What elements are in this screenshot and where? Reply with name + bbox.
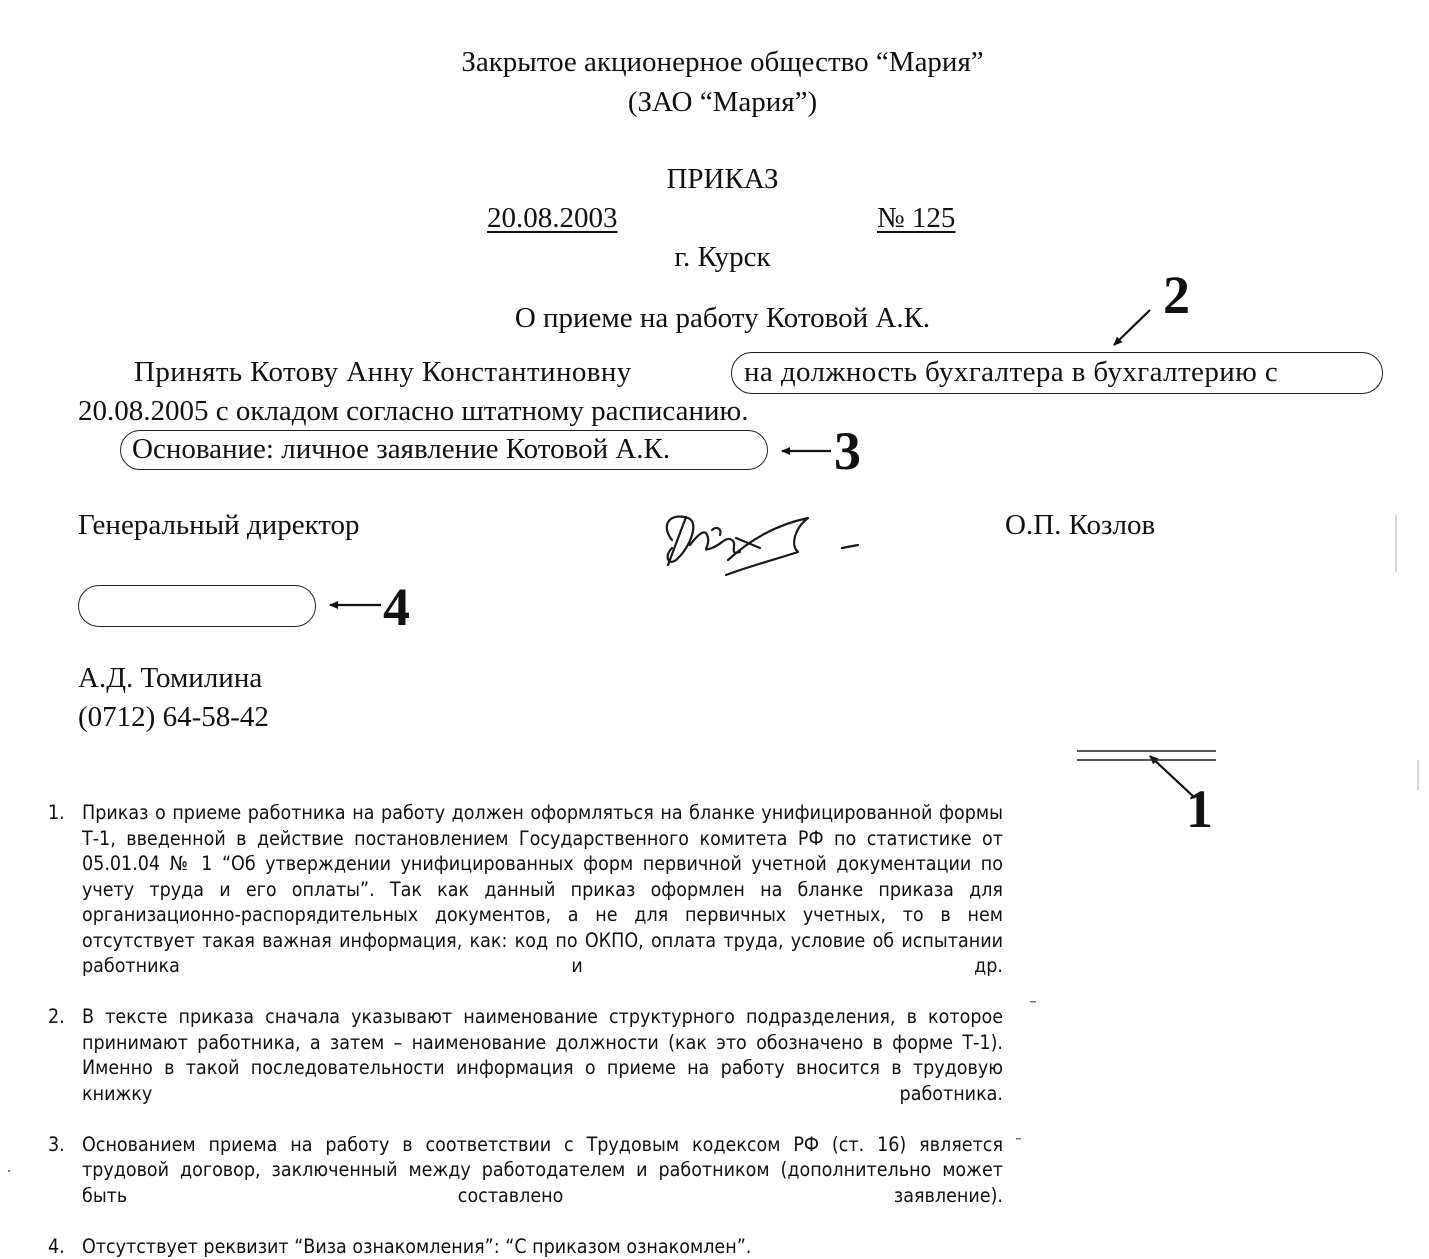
note-number: 4. <box>48 1234 65 1259</box>
marker-1: 1 <box>1186 782 1213 836</box>
note-item-2 <box>48 1004 1003 1132</box>
note-item-1 <box>48 800 1003 1004</box>
order-text-part2: на должность бухгалтера в бухгалтерию с <box>744 355 1278 389</box>
executor-phone: (0712) 64-58-42 <box>78 700 269 734</box>
note-text: Основанием приема на работу в соответствии с Трудовым кодексом РФ (ст. 16) является трудовой договор, заключенный между работодателем и работником (дополнительно может быть составлено заявление). <box>82 1132 1003 1234</box>
signatory-position: Генеральный директор <box>78 508 360 542</box>
organization-full-name: Закрытое акционерное общество “Мария” <box>0 45 1429 79</box>
organization-short-name: (ЗАО “Мария”) <box>0 85 1429 119</box>
note-item-4 <box>48 1234 1003 1259</box>
note-text: Приказ о приеме работника на работу должен оформляться на бланке унифицированной формы Т-1, введенной в действие постановлением Государственного комитета РФ по статистике от 05.01.04 № 1 “Об утверждении унифицированных форм первичной учетной документации по учету труда и его оплаты”. Так как данный приказ оформлен на бланке приказа для организационно-распорядительных документов, а не для первичных учетных, то в нем отсутствует такая важная информация, как: код по ОКПО, оплата труда, условие об испытании работника и др. <box>82 800 1003 1004</box>
document-type: ПРИКАЗ <box>0 162 1429 196</box>
note-number: 1. <box>48 800 65 826</box>
executor-name: А.Д. Томилина <box>78 661 262 695</box>
notes-list <box>48 800 1003 1259</box>
marker-4: 4 <box>383 580 410 634</box>
marker-2: 2 <box>1163 268 1190 322</box>
order-basis: Основание: личное заявление Котовой А.К. <box>132 432 670 466</box>
order-text-part1: Принять Котову Анну Константиновну <box>134 355 632 389</box>
note-item-3 <box>48 1132 1003 1234</box>
note-number: 3. <box>48 1132 65 1158</box>
order-date: 20.08.2003 <box>487 201 618 235</box>
note-text: Отсутствует реквизит “Виза ознакомления”: “С приказом ознакомлен”. <box>82 1234 1003 1259</box>
note-text: В тексте приказа сначала указывают наименование структурного подразделения, в которое принимают работника, а затем – наименование должности (как это обозначено в форме Т-1). Именно в такой последовательности информация о приеме на работу вносится в трудовую книжку работника. <box>82 1004 1003 1132</box>
marker-3: 3 <box>834 424 861 478</box>
order-title: О приеме на работу Котовой А.К. <box>0 301 1429 335</box>
note-number: 2. <box>48 1004 65 1030</box>
signatory-name: О.П. Козлов <box>1005 508 1155 542</box>
order-number: № 125 <box>877 201 955 235</box>
order-text-line2: 20.08.2005 с окладом согласно штатному расписанию. <box>78 394 748 428</box>
order-place: г. Курск <box>0 240 1429 274</box>
